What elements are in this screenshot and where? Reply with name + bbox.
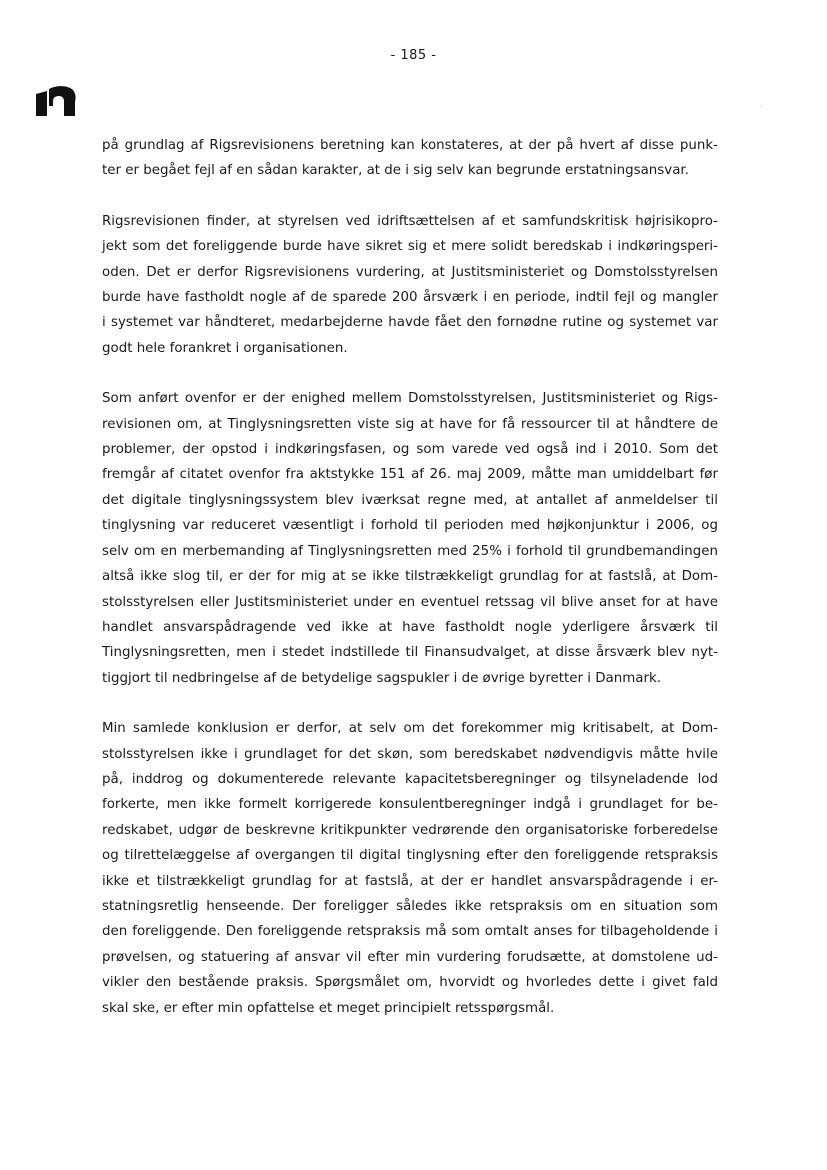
text-line: handlet ansvarspådragende ved ikke at have fastholdt nogle yderligere årsværk til	[102, 619, 718, 635]
text-line: stolsstyrelsen eller Justitsministeriet under en eventuel retssag vil blive anset for at have	[102, 594, 718, 610]
text-line: godt hele forankret i organisationen.	[102, 340, 348, 356]
text-line: statningsretlig henseende. Der foreligger således ikke retspraksis om en situation som	[102, 898, 718, 914]
text-line: den foreliggende. Den foreliggende retspraksis må som omtalt anses for tilbageholdende i	[102, 924, 718, 940]
paragraph-1	[102, 133, 718, 184]
text-line: Tinglysningsretten, men i stedet indstillede til Finansudvalget, at disse årsværk blev nyt-	[102, 645, 718, 661]
danish-courts-logo-icon	[34, 84, 78, 118]
text-line: Min samlede konklusion er derfor, at selv om det forekommer mig kritisabelt, at Dom-	[102, 721, 718, 737]
text-line: og tilrettelæggelse af overgangen til digital tinglysning efter den foreliggende retspraksis	[102, 848, 718, 864]
text-line: på grundlag af Rigsrevisionens beretning kan konstateres, at der på hvert af disse punk-	[102, 138, 718, 153]
text-line: oden. Det er derfor Rigsrevisionens vurdering, at Justitsministeriet og Domstolsstyrelsen	[102, 264, 718, 280]
text-line: Rigsrevisionen finder, at styrelsen ved idriftsættelsen af et samfundskritisk højrisikopro-	[102, 213, 718, 229]
text-line: redskabet, udgør de beskrevne kritikpunkter vedrørende den organisatoriske forberedelse	[102, 822, 718, 838]
text-line: i systemet var håndteret, medarbejderne havde fået den fornødne rutine og systemet var	[102, 315, 718, 331]
text-line: prøvelsen, og statuering af ansvar vil efter min vurdering forudsætte, at domstolene ud-	[102, 949, 718, 965]
paragraph-4	[102, 716, 718, 1021]
text-line: på, inddrog og dokumenterede relevante kapacitetsberegninger og tilsyneladende lod	[102, 771, 718, 787]
text-line: tinglysning var reduceret væsentligt i forhold til perioden med højkonjunktur i 2006, og	[102, 518, 718, 534]
paragraph-3	[102, 386, 718, 691]
text-line: burde have fastholdt nogle af de sparede 200 årsværk i en periode, indtil fejl og mangler	[102, 290, 718, 306]
text-line: ikke et tilstrækkeligt grundlag for at fastslå, at der er handlet ansvarspådragende i er-	[102, 873, 718, 889]
text-line: stolsstyrelsen ikke i grundlaget for det skøn, som beredskabet nødvendigvis måtte hvile	[102, 746, 718, 762]
text-line: det digitale tinglysningssystem blev iværksat regne med, at antallet af anmeldelser til	[102, 492, 718, 508]
text-line: selv om en merbemanding af Tinglysningsretten med 25% i forhold til grundbemandingen	[102, 543, 718, 559]
text-line: altså ikke slog til, er der for mig at se ikke tilstrækkeligt grundlag for at fastslå, at Dom-	[102, 569, 718, 585]
text-line: forkerte, men ikke formelt korrigerede konsulentberegninger indgå i grundlaget for be-	[102, 797, 718, 813]
text-line: vikler den bestående praksis. Spørgsmålet om, hvorvidt og hvorledes dette i givet fald	[102, 975, 718, 991]
scan-speck	[760, 106, 761, 107]
text-line: ter er begået fejl af en sådan karakter, at de i sig selv kan begrunde erstatningsansvar.	[102, 163, 689, 179]
text-line: Som anført ovenfor er der enighed mellem Domstolsstyrelsen, Justitsministeriet og Rigs-	[102, 391, 718, 407]
text-line: problemer, der opstod i indkøringsfasen, og som varede ved også ind i 2010. Som det	[102, 442, 718, 458]
text-line: skal ske, er efter min opfattelse et meget principielt retsspørgsmål.	[102, 1000, 555, 1016]
text-line: fremgår af citatet ovenfor fra aktstykke 151 af 26. maj 2009, måtte man umiddelbart før	[102, 467, 718, 483]
document-body	[102, 133, 718, 1046]
paragraph-2	[102, 209, 718, 361]
page-number: - 185 -	[390, 48, 437, 63]
text-line: revisionen om, at Tinglysningsretten viste sig at have for få ressourcer til at håndtere de	[102, 416, 718, 432]
text-line: jekt som det foreliggende burde have sikret sig et mere solidt beredskab i indkøringsperi-	[102, 239, 718, 255]
text-line: tiggjort til nedbringelse af de betydelige sagspukler i de øvrige byretter i Danmark.	[102, 670, 662, 686]
